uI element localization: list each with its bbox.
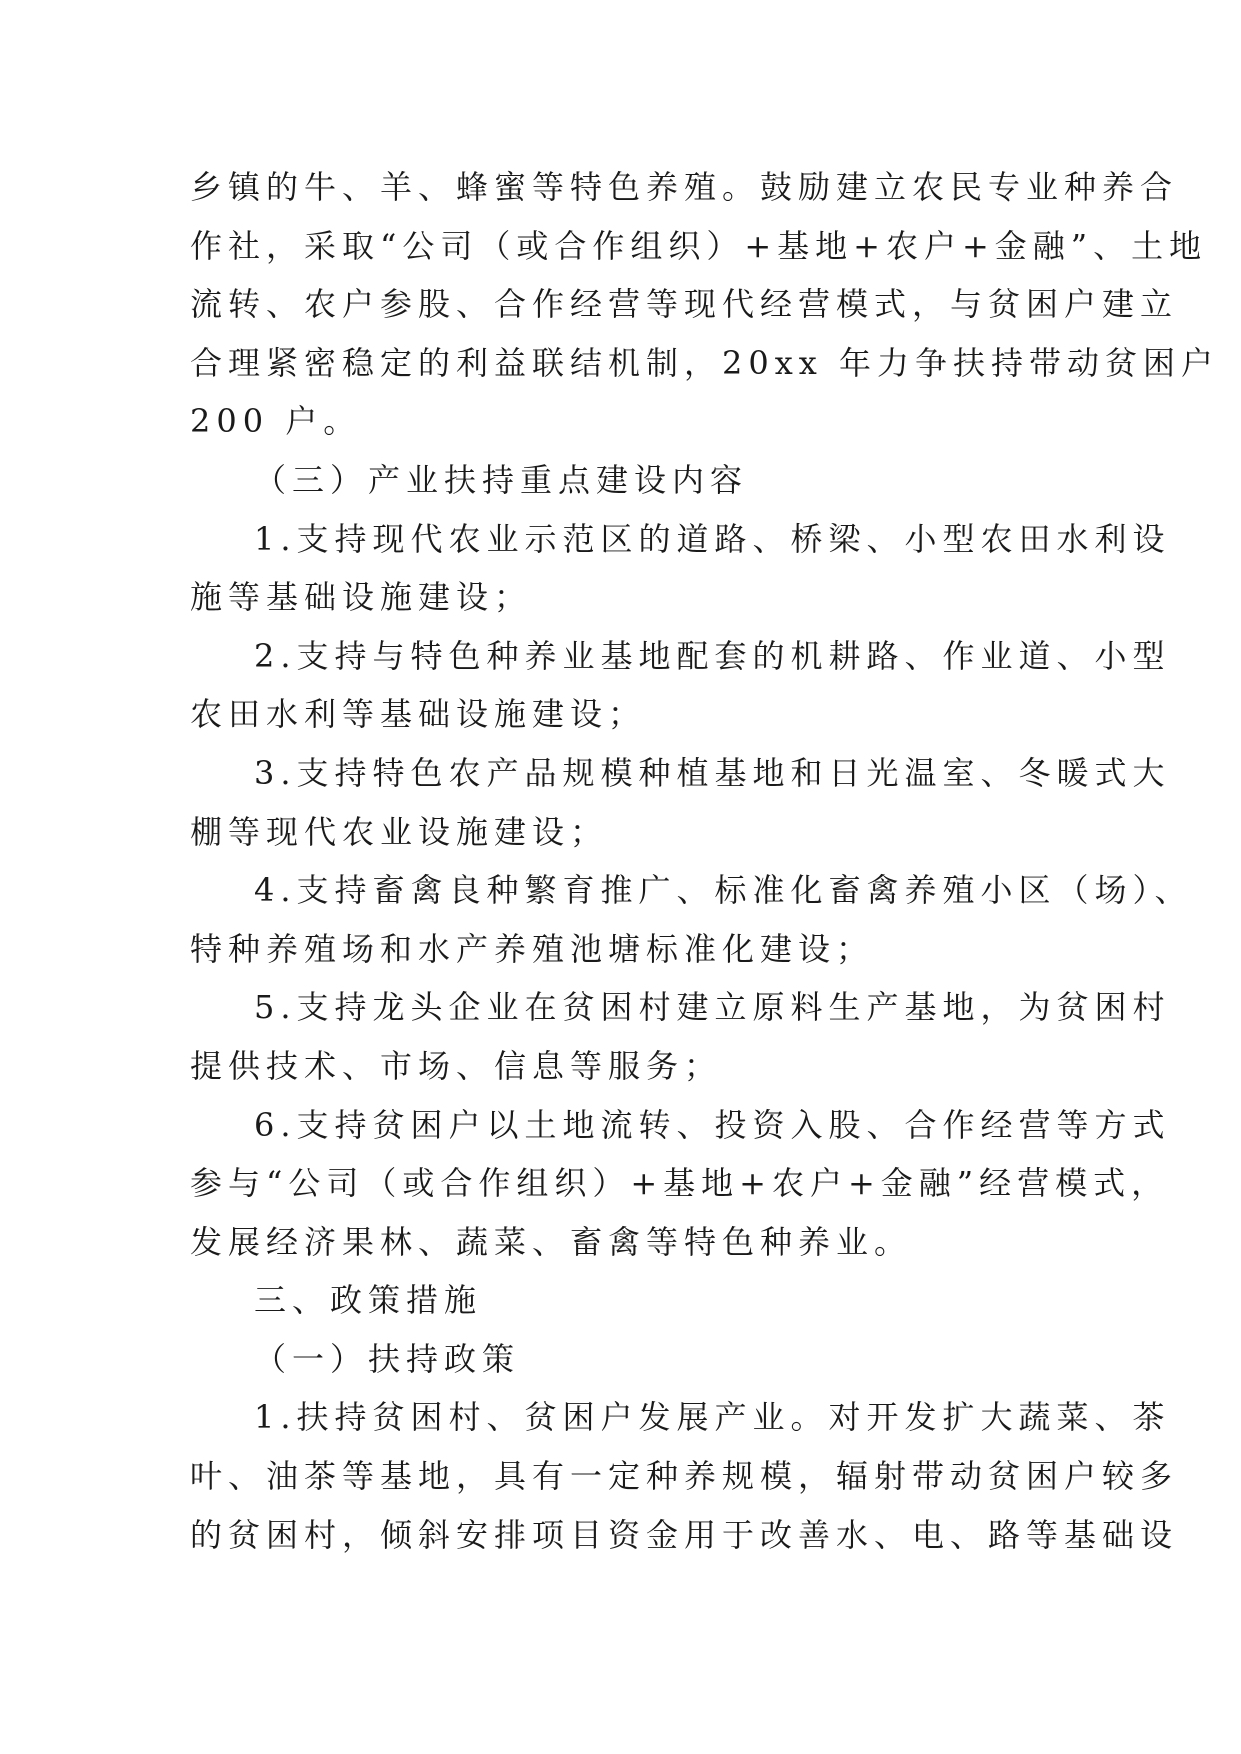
- list-item-line: 叶、油茶等基地，具有一定种养规模，辐射带动贫困户较多: [190, 1457, 1179, 1496]
- list-item-line: 5.支持龙头企业在贫困村建立原料生产基地，为贫困村: [254, 988, 1171, 1027]
- list-item-line: 4.支持畜禽良种繁育推广、标准化畜禽养殖小区（场）、: [254, 871, 1193, 910]
- list-item-line: 6.支持贫困户以土地流转、投资入股、合作经营等方式: [254, 1105, 1171, 1144]
- list-item-line: 提供技术、市场、信息等服务；: [190, 1046, 723, 1085]
- section-heading: 三、政策措施: [254, 1281, 483, 1320]
- section-heading: （三）产业扶持重点建设内容: [254, 460, 749, 499]
- list-item-line: 的贫困村，倾斜安排项目资金用于改善水、电、路等基础设: [190, 1515, 1179, 1554]
- body-line: 乡镇的牛、羊、蜂蜜等特色养殖。鼓励建立农民专业种养合: [190, 168, 1179, 206]
- document-body: [190, 158, 1219, 1564]
- list-item-line: 施等基础设施建设；: [190, 578, 533, 617]
- list-item-line: 3.支持特色农产品规模种植基地和日光温室、冬暖式大: [254, 753, 1171, 792]
- list-item-line: 农田水利等基础设施建设；: [190, 695, 647, 734]
- list-item-line: 2.支持与特色种养业基地配套的机耕路、作业道、小型: [254, 636, 1171, 675]
- subsection-heading: （一）扶持政策: [254, 1339, 521, 1378]
- body-line: 作社，采取“公司（或合作组织）+基地+农户+金融”、土地: [190, 226, 1208, 265]
- list-item-line: 1.扶持贫困村、贫困户发展产业。对开发扩大蔬菜、茶: [254, 1398, 1171, 1437]
- list-item-line: 棚等现代农业设施建设；: [190, 812, 609, 851]
- list-item-line: 特种养殖场和水产养殖池塘标准化建设；: [190, 929, 875, 968]
- list-item-line: 1.支持现代农业示范区的道路、桥梁、小型农田水利设: [254, 519, 1171, 558]
- body-line: 200 户。: [190, 402, 362, 441]
- body-line: 流转、农户参股、合作经营等现代经营模式，与贫困户建立: [190, 285, 1179, 324]
- list-item-line: 参与“公司（或合作组织）+基地+农户+金融”经营模式，: [190, 1164, 1170, 1203]
- list-item-line: 发展经济果林、蔬菜、畜禽等特色种养业。: [190, 1222, 913, 1261]
- body-line: 合理紧密稳定的利益联结机制，20xx 年力争扶持带动贫困户: [190, 343, 1219, 382]
